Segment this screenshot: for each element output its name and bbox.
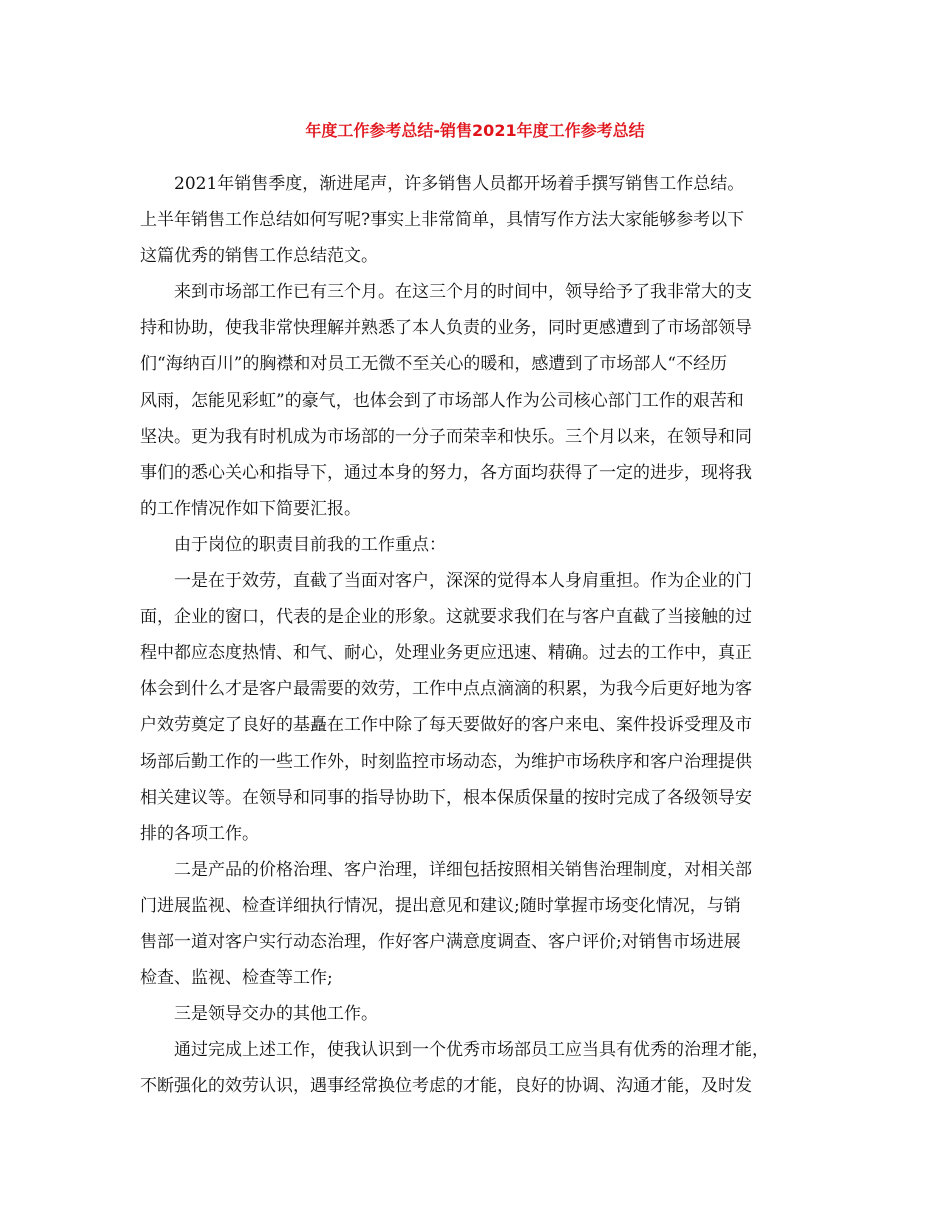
text-line: 排的各项工作。 (140, 823, 259, 844)
text-line: 坚决。更为我有时机成为市场部的一分子而荣幸和快乐。三个月以来，在领导和同 (140, 426, 752, 447)
text-line: 的工作情况作如下简要汇报。 (140, 498, 361, 519)
text-line: 通过完成上述工作，使我认识到一个优秀市场部员工应当具有优秀的治理才能， (174, 1040, 769, 1061)
text-line: 售部一道对客户实行动态治理，作好客户满意度调查、客户评价;对销售市场进展 (140, 931, 741, 952)
text-line: 程中都应态度热情、和气、耐心，处理业务更应迅速、精确。过去的工作中，真正 (140, 643, 752, 664)
text-line: 场部后勤工作的一些工作外，时刻监控市场动态，为维护市场秩序和客户治理提供 (140, 751, 752, 772)
text-line: 这篇优秀的销售工作总结范文。 (140, 246, 378, 267)
text-line: 们“海纳百川”的胸襟和对员工无微不至关心的暖和，感遭到了市场部人“不经历 (140, 354, 728, 375)
text-line: 面，企业的窗口，代表的是企业的形象。这就要求我们在与客户直截了当接触的过 (140, 607, 752, 628)
text-line: 二是产品的价格治理、客户治理，详细包括按照相关销售治理制度，对相关部 (174, 859, 752, 880)
text-line: 上半年销售工作总结如何写呢?事实上非常简单，具情写作方法大家能够参考以下 (140, 210, 745, 231)
text-line: 事们的悉心关心和指导下，通过本身的努力，各方面均获得了一定的进步，现将我 (140, 462, 752, 483)
text-line: 户效劳奠定了良好的基矗在工作中除了每天要做好的客户来电、案件投诉受理及市 (140, 715, 752, 736)
text-line: 2021年销售季度，渐进尾声，许多销售人员都开场着手撰写销售工作总结。 (174, 174, 745, 194)
text-line: 不断强化的效劳认识，遇事经常换位考虑的才能，良好的协调、沟通才能，及时发 (140, 1076, 752, 1097)
text-line: 来到市场部工作已有三个月。在这三个月的时间中，领导给予了我非常大的支 (174, 282, 752, 303)
text-line: 检查、监视、检查等工作; (140, 968, 333, 989)
text-line: 由于岗位的职责目前我的工作重点： (174, 534, 446, 555)
text-line: 相关建议等。在领导和同事的指导协助下，根本保质保量的按时完成了各级领导安 (140, 787, 752, 808)
text-line: 三是领导交办的其他工作。 (174, 1004, 378, 1025)
text-line: 体会到什么才是客户最需要的效劳，工作中点点滴滴的积累，为我今后更好地为客 (140, 679, 752, 700)
text-line: 持和协助，使我非常快理解并熟悉了本人负责的业务，同时更感遭到了市场部领导 (140, 318, 752, 339)
document-title: 年度工作参考总结-销售2021年度工作参考总结 (305, 121, 645, 140)
text-line: 一是在于效劳，直截了当面对客户，深深的觉得本人身肩重担。作为企业的门 (174, 571, 752, 592)
text-line: 风雨，怎能见彩虹”的豪气，也体会到了市场部人作为公司核心部门工作的艰苦和 (140, 390, 744, 411)
document-body (140, 166, 830, 1104)
text-line: 门进展监视、检查详细执行情况，提出意见和建议;随时掌握市场变化情况，与销 (140, 895, 741, 916)
